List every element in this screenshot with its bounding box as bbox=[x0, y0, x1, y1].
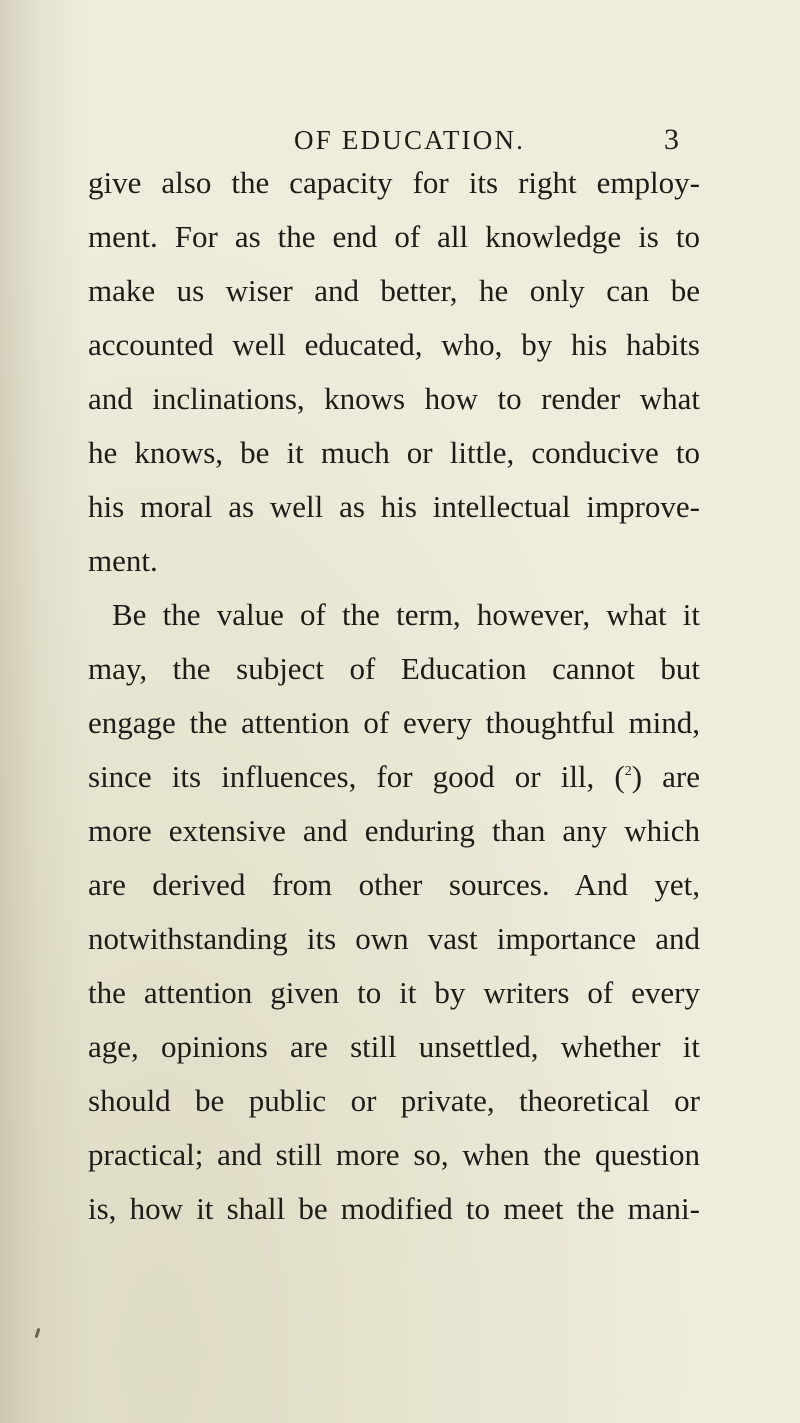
text-line: ment. For as the end of all knowledge is to bbox=[88, 219, 700, 254]
text-line: notwithstanding its own vast importance and bbox=[88, 921, 700, 956]
text-line: accounted well educated, who, by his habits bbox=[88, 327, 700, 362]
body-text bbox=[88, 156, 700, 1236]
text-line: he knows, be it much or little, conducive to bbox=[88, 435, 700, 470]
text-line: make us wiser and better, he only can be bbox=[88, 273, 700, 308]
text-line: the attention given to it by writers of every bbox=[88, 975, 700, 1010]
text-line: is, how it shall be modified to meet the mani- bbox=[88, 1191, 700, 1226]
text-line: should be public or private, theoretical or bbox=[88, 1083, 700, 1118]
text-line: give also the capacity for its right employ- bbox=[88, 165, 700, 200]
text-line: ment. bbox=[88, 543, 158, 578]
text-line: age, opinions are still unsettled, whether it bbox=[88, 1029, 700, 1064]
text-line: may, the subject of Education cannot but bbox=[88, 651, 700, 686]
running-head-title: OF EDUCATION. bbox=[294, 125, 526, 155]
footnote-reference: 2 bbox=[624, 764, 632, 779]
text-segment: ) are bbox=[631, 759, 700, 794]
text-line-with-footnote bbox=[88, 750, 700, 804]
text-line: his moral as well as his intellectual improve- bbox=[88, 489, 700, 524]
running-head bbox=[0, 120, 800, 160]
ink-speck bbox=[35, 1328, 41, 1338]
text-line: more extensive and enduring than any which bbox=[88, 813, 700, 848]
text-line: and inclinations, knows how to render what bbox=[88, 381, 700, 416]
text-line: practical; and still more so, when the question bbox=[88, 1137, 700, 1172]
text-segment: since its influences, for good or ill, ( bbox=[88, 759, 625, 794]
text-line: engage the attention of every thoughtful mind, bbox=[88, 705, 700, 740]
text-line: are derived from other sources. And yet, bbox=[88, 867, 700, 902]
page-number: 3 bbox=[664, 123, 679, 156]
text-line: Be the value of the term, however, what it bbox=[112, 597, 700, 632]
